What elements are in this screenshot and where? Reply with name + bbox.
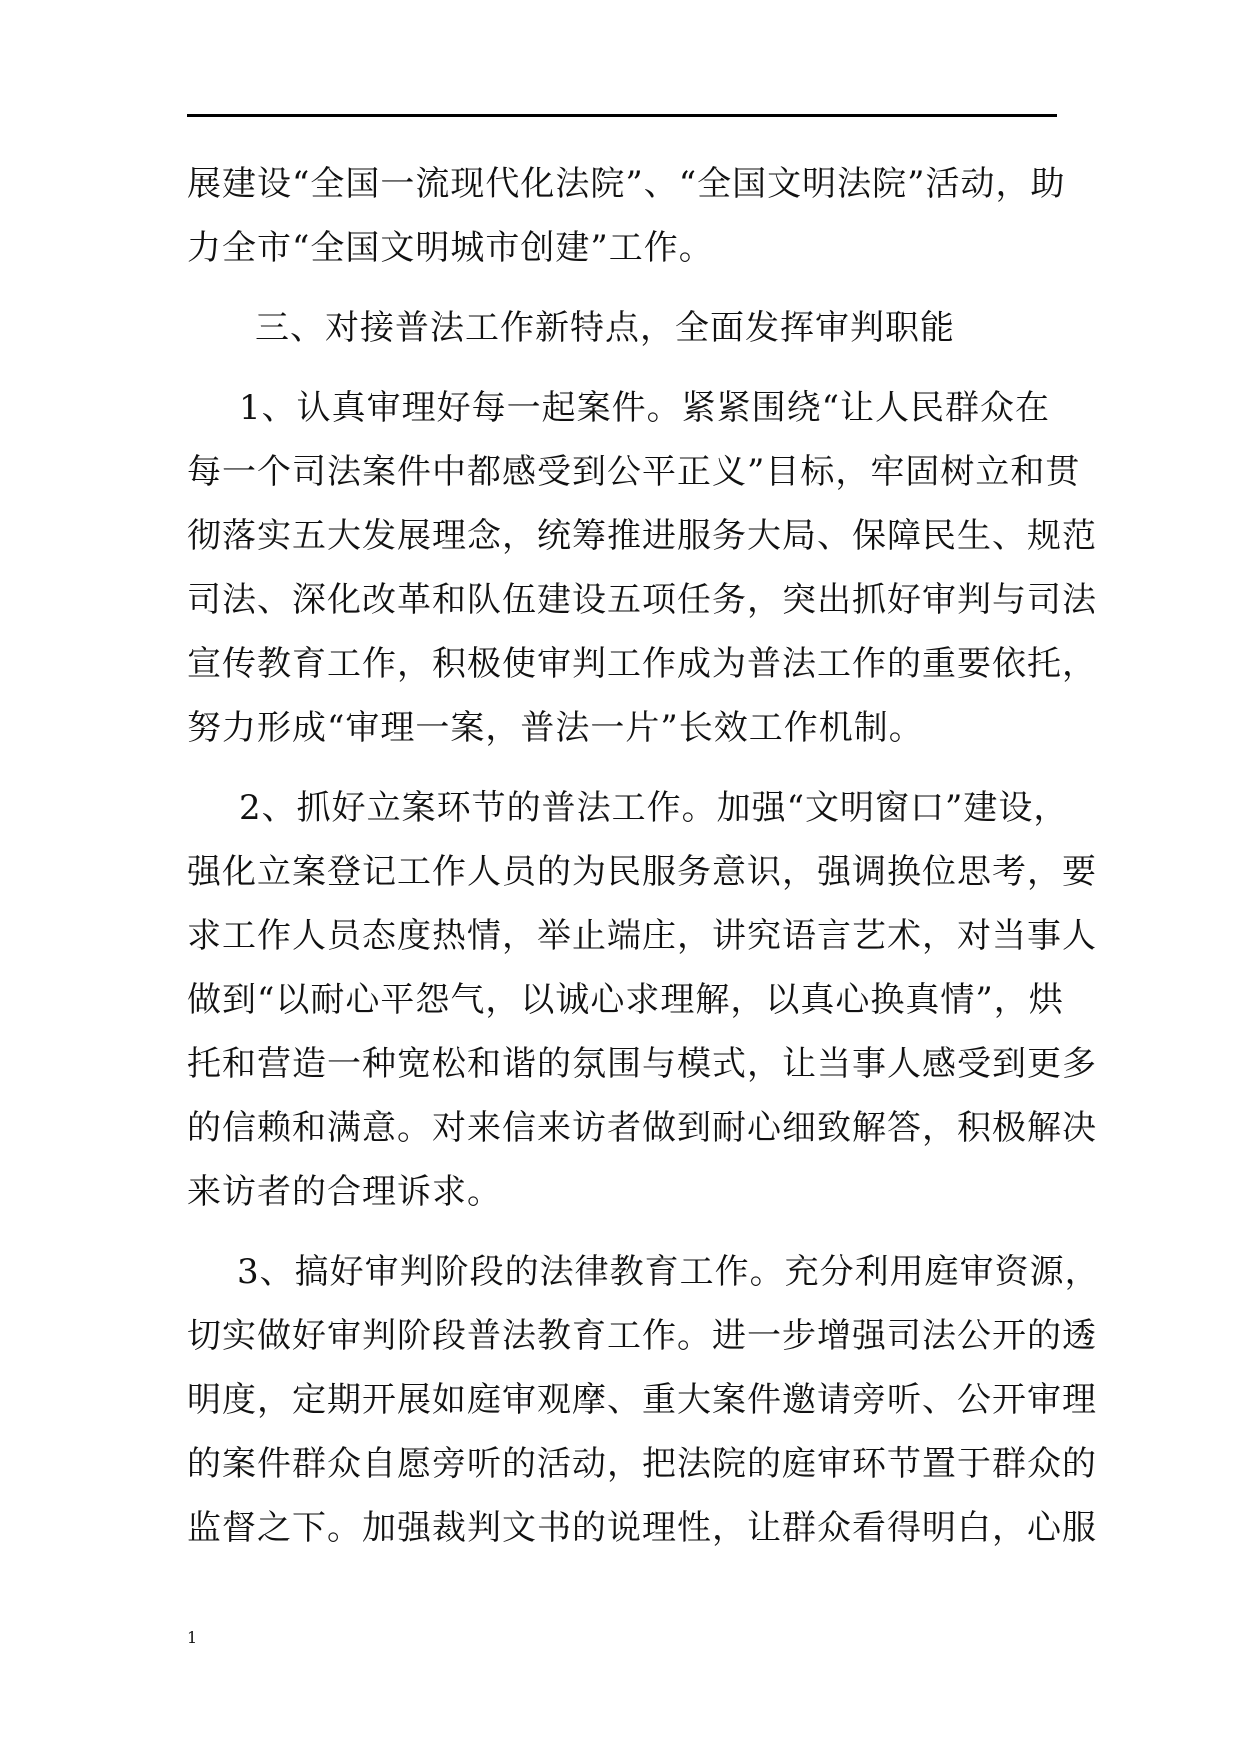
text-line: 强化立案登记工作人员的为民服务意识，强调换位思考，要 [187, 852, 1097, 892]
paragraph-continuation [187, 152, 1066, 280]
text-line: 1、认真审理好每一起案件。紧紧围绕“让人民群众在 [239, 388, 1051, 428]
text-line: 展建设“全国一流现代化法院”、“全国文明法院”活动，助 [187, 164, 1066, 204]
paragraph-item-1 [187, 376, 1097, 760]
text-line: 托和营造一种宽松和谐的氛围与模式，让当事人感受到更多 [187, 1044, 1097, 1084]
page-number: 1 [187, 1628, 198, 1647]
text-line: 来访者的合理诉求。 [187, 1172, 502, 1212]
header-rule [187, 114, 1057, 117]
text-line: 力全市“全国文明城市创建”工作。 [187, 228, 714, 268]
text-line: 3、搞好审判阶段的法律教育工作。充分利用庭审资源， [237, 1252, 1100, 1292]
paragraph-item-3 [187, 1240, 1100, 1560]
text-line: 努力形成“审理一案，普法一片”长效工作机制。 [187, 708, 924, 748]
text-line: 司法、深化改革和队伍建设五项任务，突出抓好审判与司法 [187, 580, 1097, 620]
text-line: 切实做好审判阶段普法教育工作。进一步增强司法公开的透 [187, 1316, 1097, 1356]
text-line: 彻落实五大发展理念，统筹推进服务大局、保障民生、规范 [187, 516, 1097, 556]
text-line: 求工作人员态度热情，举止端庄，讲究语言艺术，对当事人 [187, 916, 1097, 956]
text-line: 宣传教育工作，积极使审判工作成为普法工作的重要依托， [187, 644, 1097, 684]
paragraph-item-2 [187, 776, 1097, 1224]
text-line: 的案件群众自愿旁听的活动，把法院的庭审环节置于群众的 [187, 1444, 1097, 1484]
text-line: 的信赖和满意。对来信来访者做到耐心细致解答，积极解决 [187, 1108, 1097, 1148]
text-line: 做到“以耐心平怨气，以诚心求理解，以真心换真情”，烘 [187, 980, 1064, 1020]
section-heading: 三、对接普法工作新特点，全面发挥审判职能 [255, 308, 955, 348]
document-body [187, 152, 1100, 1560]
text-line: 2、抓好立案环节的普法工作。加强“文明窗口”建设， [239, 788, 1069, 828]
text-line: 监督之下。加强裁判文书的说理性，让群众看得明白，心服 [187, 1508, 1097, 1548]
text-line: 明度，定期开展如庭审观摩、重大案件邀请旁听、公开审理 [187, 1380, 1097, 1420]
text-line: 每一个司法案件中都感受到公平正义”目标，牢固树立和贯 [187, 452, 1081, 492]
